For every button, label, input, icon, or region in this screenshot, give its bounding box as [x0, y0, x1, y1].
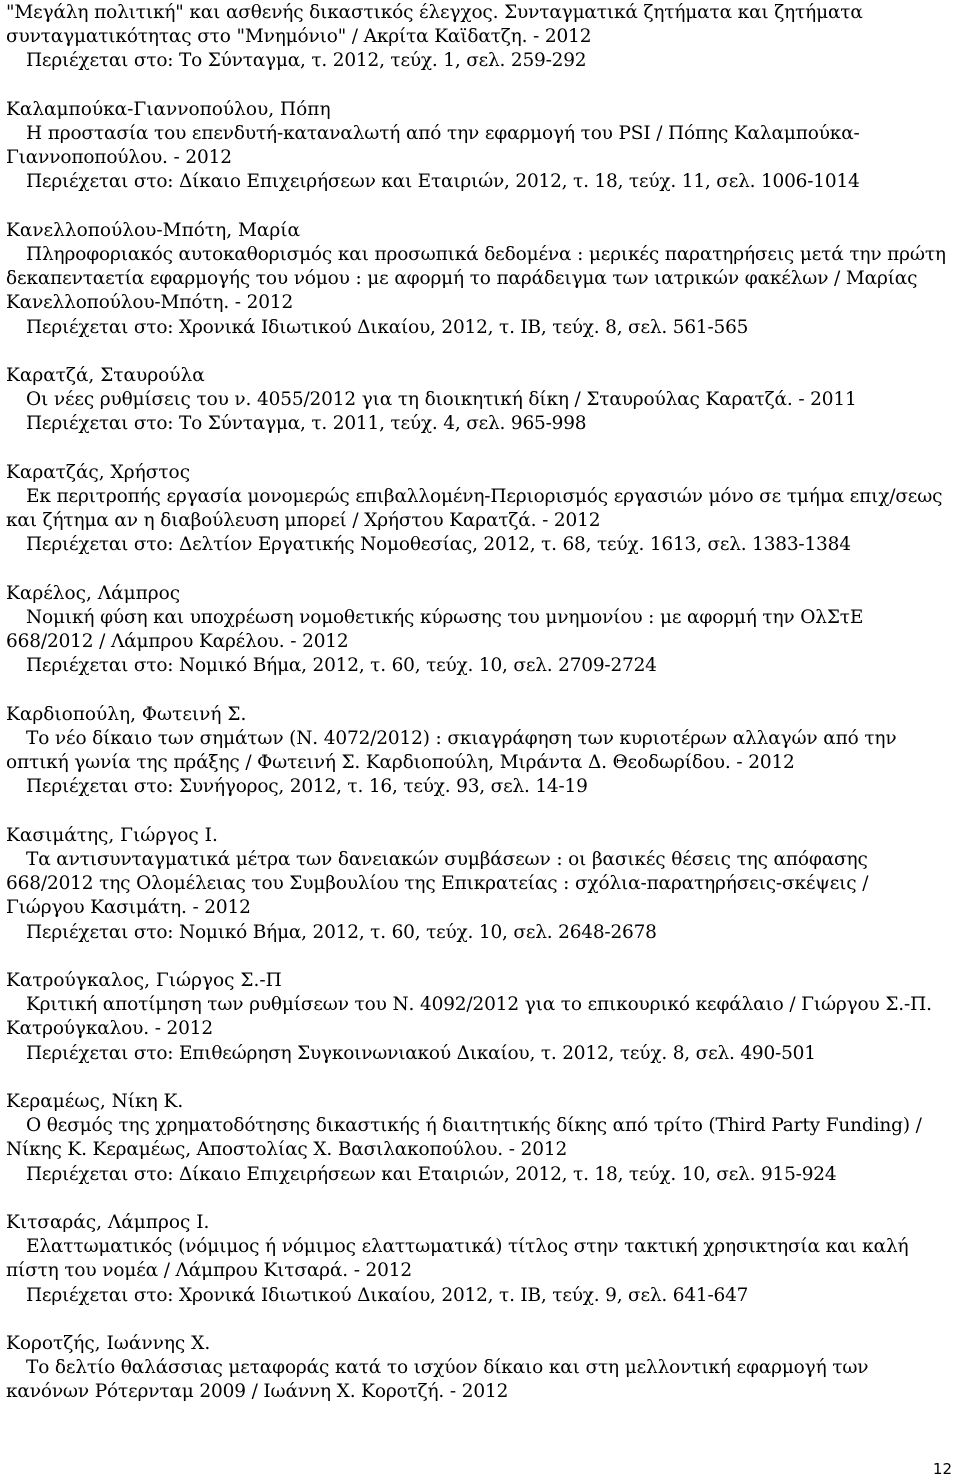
entry-title: Το δελτίο θαλάσσιας μεταφοράς κατά το ισχύον δίκαιο και στη μελλοντική εφαρμογή των κανόνων Ρότερνταμ 2009 / Ιωάννη Χ. Κοροτζή. - 2012	[6, 1357, 869, 1403]
entry-title: Η προστασία του επενδυτή-καταναλωτή από την εφαρμογή του PSI / Πόπης Καλαμπούκα-Γιαννοποπούλου. - 2012	[6, 123, 860, 169]
bibliography-entry	[6, 1332, 950, 1405]
entry-source: Περιέχεται στο: Χρονικά Ιδιωτικού Δικαίου, 2012, τ. ΙΒ, τεύχ. 8, σελ. 561-565	[26, 316, 749, 338]
bibliography-entry	[6, 1211, 950, 1308]
entry-author: Καλαμπούκα-Γιαννοπούλου, Πόπη	[6, 98, 331, 120]
entry-source: Περιέχεται στο: Το Σύνταγμα, τ. 2011, τεύχ. 4, σελ. 965-998	[26, 413, 587, 435]
entry-title: Νομική φύση και υποχρέωση νομοθετικής κύρωσης του μνημονίου : με αφορμή την ΟλΣτΕ 668/2012 / Λάμπρου Καρέλου. - 2012	[6, 607, 864, 653]
entry-source: Περιέχεται στο: Το Σύνταγμα, τ. 2012, τεύχ. 1, σελ. 259-292	[26, 50, 587, 72]
entry-title: Εκ περιτροπής εργασία μονομερώς επιβαλλομένη-Περιορισμός εργασιών μόνο σε τμήμα επιχ/σεως και ζήτημα αν η διαβούλευση μπορεί / Χρήστου Καρατζά. - 2012	[6, 486, 943, 532]
entry-source: Περιέχεται στο: Νομικό Βήμα, 2012, τ. 60, τεύχ. 10, σελ. 2648-2678	[26, 921, 657, 943]
entry-source: Περιέχεται στο: Δίκαιο Επιχειρήσεων και Εταιριών, 2012, τ. 18, τεύχ. 10, σελ. 915-924	[26, 1163, 837, 1185]
entry-author: Κεραμέως, Νίκη Κ.	[6, 1091, 184, 1112]
bibliography-entry	[6, 824, 950, 945]
entry-title: Τα αντισυνταγματικά μέτρα των δανειακών συμβάσεων : οι βασικές θέσεις της απόφασης 668/2012 της Ολομέλειας του Συμβουλίου της Επικρατείας : σχόλια-παρατηρήσεις-σκέψεις / Γιώργου Κασιμάτη. - 2012	[6, 849, 869, 919]
bibliography-entry	[6, 219, 950, 340]
entry-title: Οι νέες ρυθμίσεις του ν. 4055/2012 για τη διοικητική δίκη / Σταυρούλας Καρατζά. - 2011	[26, 389, 857, 411]
page-number: 12	[932, 1460, 952, 1478]
entry-title: Ο θεσμός της χρηματοδότησης δικαστικής ή διαιτητικής δίκης από τρίτο (Third Party Funding) / Νίκης Κ. Κεραμέως, Αποστολίας Χ. Βασιλακοπούλου. - 2012	[6, 1115, 922, 1161]
entry-source: Περιέχεται στο: Δίκαιο Επιχειρήσεων και Εταιριών, 2012, τ. 18, τεύχ. 11, σελ. 1006-1014	[26, 171, 860, 193]
entry-author: Καρδιοπούλη, Φωτεινή Σ.	[6, 703, 247, 725]
entry-author: Κοροτζής, Ιωάννης Χ.	[6, 1333, 211, 1354]
bibliography-list	[6, 1, 950, 1429]
entry-author: Κανελλοπούλου-Μπότη, Μαρία	[6, 219, 301, 241]
bibliography-entry	[6, 703, 950, 800]
entry-author: Κασιμάτης, Γιώργος Ι.	[6, 824, 218, 846]
entry-author: Κατρούγκαλος, Γιώργος Σ.-Π	[6, 970, 282, 991]
bibliography-entry	[6, 1090, 950, 1187]
entry-title: Πληροφοριακός αυτοκαθορισμός και προσωπικά δεδομένα : μερικές παρατηρήσεις μετά την πρώτη δεκαπενταετία εφαρμογής του νόμου : με αφορμή το παράδειγμα των ιατρικών φακέλων / Μαρίας Κανελλοπούλου-Μπότη. - 2012	[6, 244, 946, 314]
entry-author: Κιτσαράς, Λάμπρος Ι.	[6, 1212, 210, 1233]
entry-title: Ελαττωματικός (νόμιμος ή νόμιμος ελαττωματικά) τίτλος στην τακτική χρησικτησία και καλή πίστη του νομέα / Λάμπρου Κιτσαρά. - 2012	[6, 1236, 909, 1282]
bibliography-entry	[6, 582, 950, 679]
entry-source: Περιέχεται στο: Χρονικά Ιδιωτικού Δικαίου, 2012, τ. ΙΒ, τεύχ. 9, σελ. 641-647	[26, 1284, 749, 1306]
entry-source: Περιέχεται στο: Επιθεώρηση Συγκοινωνιακού Δικαίου, τ. 2012, τεύχ. 8, σελ. 490-501	[26, 1042, 816, 1064]
entry-author: Καρέλος, Λάμπρος	[6, 582, 181, 604]
entry-source: Περιέχεται στο: Νομικό Βήμα, 2012, τ. 60, τεύχ. 10, σελ. 2709-2724	[26, 655, 657, 677]
bibliography-entry	[6, 969, 950, 1066]
entry-title: Κριτική αποτίμηση των ρυθμίσεων του Ν. 4092/2012 για το επικουρικό κεφάλαιο / Γιώργου Σ.-Π. Κατρούγκαλου. - 2012	[6, 994, 932, 1040]
bibliography-entry	[6, 98, 950, 195]
entry-author: Καρατζάς, Χρήστος	[6, 461, 191, 483]
bibliography-entry	[6, 364, 950, 437]
entry-title: "Μεγάλη πολιτική" και ασθενής δικαστικός έλεγχος. Συνταγματικά ζητήματα και ζητήματα συνταγματικότητας στο "Μνημόνιο" / Ακρίτα Καϊδατζη. - 2012	[6, 2, 863, 48]
bibliography-entry	[6, 461, 950, 558]
entry-author: Καρατζά, Σταυρούλα	[6, 365, 205, 386]
entry-source: Περιέχεται στο: Δελτίον Εργατικής Νομοθεσίας, 2012, τ. 68, τεύχ. 1613, σελ. 1383-1384	[26, 534, 851, 556]
entry-source: Περιέχεται στο: Συνήγορος, 2012, τ. 16, τεύχ. 93, σελ. 14-19	[26, 776, 588, 798]
bibliography-entry	[6, 1, 950, 74]
entry-title: Το νέο δίκαιο των σημάτων (Ν. 4072/2012) : σκιαγράφηση των κυριοτέρων αλλαγών από την οπτική γωνία της πράξης / Φωτεινή Σ. Καρδιοπούλη, Μιράντα Δ. Θεοδωρίδου. - 2012	[6, 728, 897, 774]
